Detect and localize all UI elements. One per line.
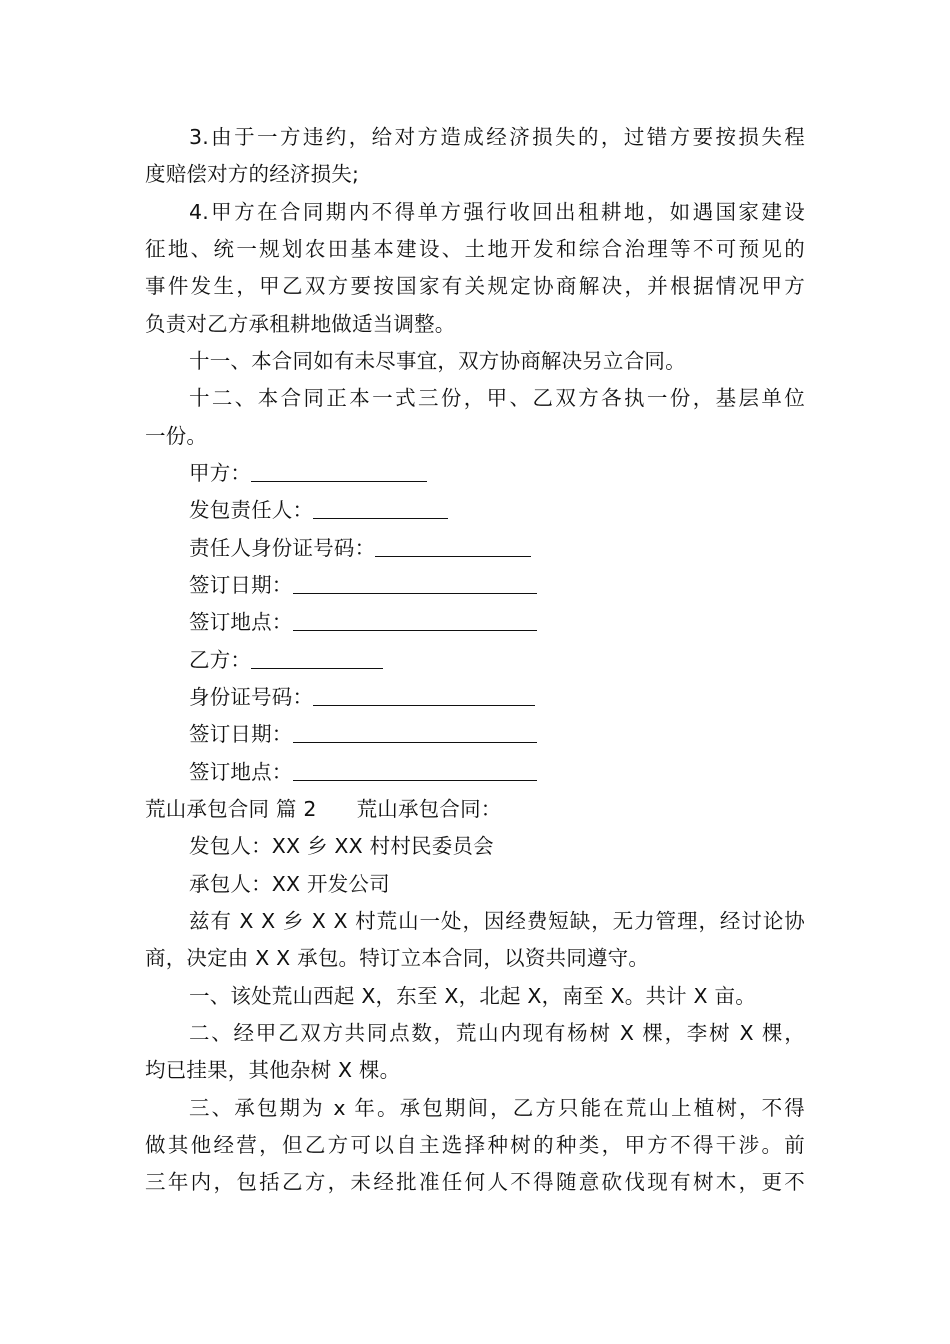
- sign-field-date-a: [189, 572, 537, 598]
- sign-label: 签订日期：: [189, 573, 293, 597]
- clause-4-line-1: 4.甲方在合同期内不得单方强行收回出租耕地，如遇国家建设: [189, 200, 805, 224]
- clause-12-line-2: 一份。: [145, 424, 208, 448]
- blank-line[interactable]: [313, 498, 448, 519]
- sign-field-responsible-id: [189, 535, 531, 561]
- intro-line-2: 商，决定由 X X 承包。特订立本合同，以资共同遵守。: [145, 946, 650, 970]
- sign-label: 身份证号码：: [189, 685, 314, 709]
- sign-field-place-a: [189, 609, 537, 635]
- sign-label: 签订日期：: [189, 722, 293, 746]
- item-2-line-2: 均已挂果，其他杂树 X 棵。: [145, 1058, 401, 1082]
- clause-4-line-4: 负责对乙方承租耕地做适当调整。: [145, 312, 456, 336]
- item-3-line-2: 做其他经营，但乙方可以自主选择种树的种类，甲方不得干涉。前: [145, 1133, 805, 1157]
- clause-12-line-1: 十二、本合同正本一式三份，甲、乙双方各执一份，基层单位: [189, 386, 805, 410]
- sign-label: 签订地点：: [189, 760, 293, 784]
- sign-label: 签订地点：: [189, 610, 293, 634]
- clause-11: 十一、本合同如有未尽事宜，双方协商解决另立合同。: [189, 349, 686, 373]
- blank-line[interactable]: [293, 722, 537, 743]
- sign-field-date-b: [189, 721, 537, 747]
- blank-line[interactable]: [313, 685, 535, 706]
- sign-label: 发包责任人：: [189, 498, 314, 522]
- blank-line[interactable]: [251, 461, 427, 482]
- contractee-line: 承包人：XX 开发公司: [189, 872, 390, 896]
- sign-field-id-b: [189, 684, 535, 710]
- blank-line[interactable]: [293, 760, 537, 781]
- section-heading: 荒山承包合同 篇 2: [145, 797, 317, 821]
- blank-line[interactable]: [293, 573, 537, 594]
- sign-label: 乙方：: [189, 648, 252, 672]
- sign-field-responsible-person: [189, 497, 448, 523]
- section-subtitle: 荒山承包合同：: [356, 797, 502, 821]
- section-2-heading-line: [145, 796, 501, 822]
- item-3-line-1: 三、承包期为 x 年。承包期间，乙方只能在荒山上植树，不得: [189, 1096, 805, 1120]
- item-1: 一、该处荒山西起 X，东至 X，北起 X，南至 X。共计 X 亩。: [189, 984, 756, 1008]
- clause-4-line-2: 征地、统一规划农田基本建设、土地开发和综合治理等不可预见的: [145, 237, 805, 261]
- item-2-line-1: 二、经甲乙双方共同点数，荒山内现有杨树 X 棵，李树 X 棵，: [189, 1021, 805, 1045]
- sign-label: 甲方：: [189, 461, 252, 485]
- item-3-line-3: 三年内，包括乙方，未经批准任何人不得随意砍伐现有树木，更不: [145, 1170, 805, 1194]
- sign-field-party-b: [189, 647, 383, 673]
- contractor-line: 发包人：XX 乡 XX 村村民委员会: [189, 834, 494, 858]
- sign-label: 责任人身份证号码：: [189, 536, 376, 560]
- clause-4-line-3: 事件发生，甲乙双方要按国家有关规定协商解决，并根据情况甲方: [145, 274, 805, 298]
- sign-field-place-b: [189, 759, 537, 785]
- blank-line[interactable]: [375, 536, 531, 557]
- sign-field-party-a: [189, 460, 427, 486]
- intro-line-1: 兹有 X X 乡 X X 村荒山一处，因经费短缺，无力管理，经讨论协: [189, 909, 805, 933]
- blank-line[interactable]: [293, 610, 537, 631]
- blank-line[interactable]: [251, 648, 383, 669]
- clause-3-line-1: 3.由于一方违约，给对方造成经济损失的，过错方要按损失程: [189, 125, 805, 149]
- clause-3-line-2: 度赔偿对方的经济损失;: [145, 162, 360, 186]
